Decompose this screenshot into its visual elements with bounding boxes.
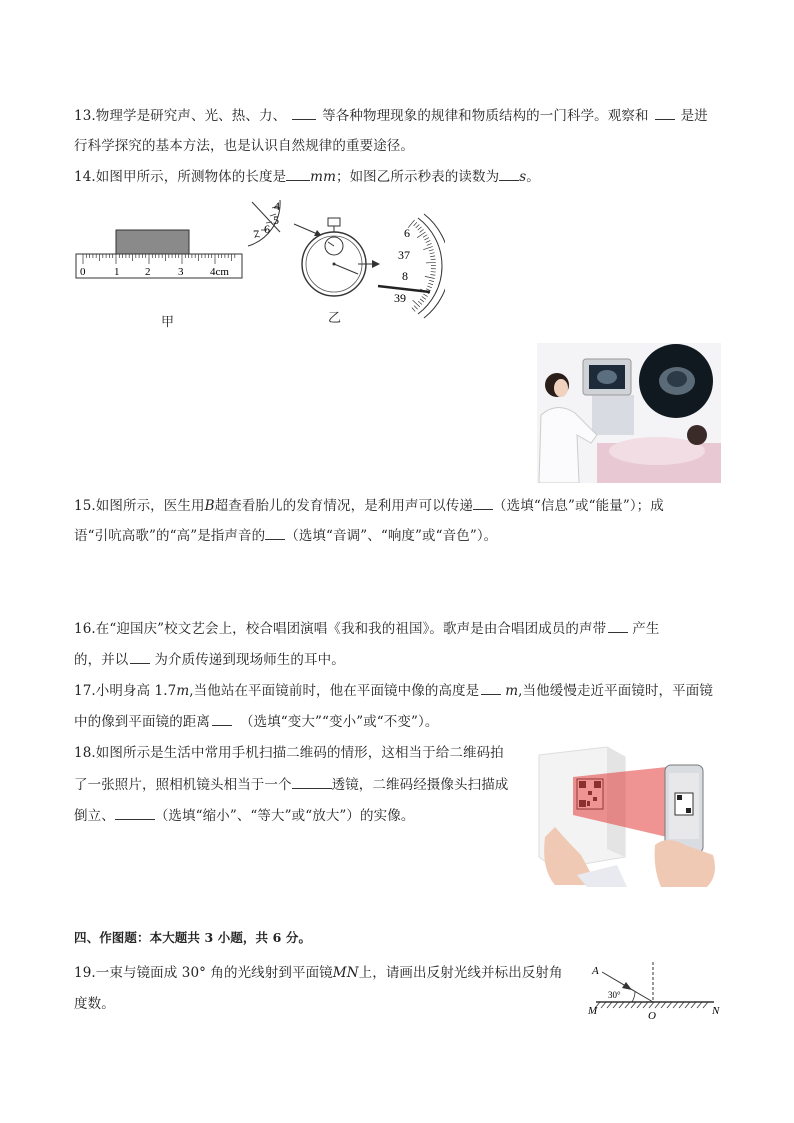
doctor-face — [554, 379, 568, 397]
q17-text-b: ,当他站在平面镜前时，他在平面镜中像的高度是 — [189, 683, 480, 699]
q17-text-c: ,当他缓慢走近平面镜时，平面镜 — [518, 683, 713, 699]
q15-text-b: B — [204, 498, 215, 514]
mirror-diagram — [586, 958, 726, 1022]
q16-blank-2[interactable] — [130, 651, 150, 664]
q17-unit-m2: m — [505, 683, 519, 699]
machine-base — [592, 395, 634, 435]
tick-mark — [420, 229, 424, 232]
q17-blank-2[interactable] — [212, 713, 232, 726]
tick-mark — [413, 300, 420, 307]
q15-blank-2[interactable] — [265, 527, 285, 540]
incident-arrowhead — [622, 982, 632, 990]
q18-text-a: 18.如图所示是生活中常用手机扫描二维码的情形，这相当于给二维码拍 — [74, 745, 504, 761]
label-yi: 乙 — [328, 311, 342, 326]
q15-line2 — [74, 524, 497, 544]
stopwatch-center — [333, 263, 336, 266]
tick-mark — [679, 1002, 684, 1008]
q18-text-b: 了一张照片，照相机镜头相当于一个 — [74, 777, 292, 793]
tick-mark — [430, 256, 435, 257]
tick-mark — [428, 283, 433, 285]
outer-dial-arc-1 — [418, 218, 442, 314]
q15-text-a: 15.如图所示，医生用 — [74, 498, 205, 514]
outer-label-6: 6 — [404, 226, 410, 240]
tick-mark — [418, 301, 422, 304]
ultrasound-photo — [537, 343, 721, 483]
tick-mark — [637, 1002, 642, 1008]
q14-line — [74, 165, 540, 185]
tick-mark — [423, 235, 427, 238]
q14-text-a: 14.如图甲所示，所测物体的长度是 — [74, 169, 287, 185]
ruler-figure — [74, 226, 246, 282]
q13-text-a: 13.物理学是研究声、光、热、力、 — [74, 108, 287, 124]
screen-image — [597, 370, 617, 384]
phone-qr-dot1 — [677, 795, 682, 800]
tick-mark — [430, 253, 435, 254]
qr-scan-photo — [537, 745, 719, 887]
tick-mark — [426, 262, 436, 263]
q18-line1 — [74, 741, 504, 761]
q15-blank-1[interactable] — [473, 497, 493, 510]
label-O: O — [648, 1010, 656, 1022]
tick-mark — [607, 1002, 612, 1008]
q18-blank-2[interactable] — [115, 807, 155, 820]
q17-text-d: 中的像到平面镜的距离 — [74, 714, 210, 730]
tick-mark — [414, 222, 417, 226]
outer-dial-ticks — [408, 220, 436, 311]
inner-label-6: 6 — [264, 222, 270, 236]
tick-mark — [673, 1002, 678, 1008]
section-score: 6 — [272, 930, 282, 945]
section-prefix: 四、作图题：本大题共 — [74, 930, 205, 945]
measured-object — [116, 230, 189, 254]
q16-blank-1[interactable] — [608, 620, 628, 633]
tick-mark — [424, 238, 428, 240]
label-jia: 甲 — [161, 315, 175, 330]
tick-mark — [414, 306, 417, 310]
q19-text-b: MN — [332, 965, 359, 981]
outer-arrowhead — [372, 260, 380, 268]
label-A: A — [592, 965, 599, 977]
scan-fetus-inner — [667, 371, 687, 387]
q17-text-e: （选填“变大”“变小”或“不变”）。 — [240, 714, 439, 730]
q16-text-b: 产生 — [632, 621, 660, 637]
q14-unit-mm: mm — [310, 169, 336, 185]
q14-text-c: 。 — [526, 169, 540, 185]
tick-mark — [431, 259, 436, 260]
q16-text-d: 为介质传递到现场师生的耳中。 — [154, 652, 345, 668]
q16-text-c: 的，并以 — [74, 652, 129, 668]
tick-mark — [418, 227, 422, 230]
tick-mark — [667, 1002, 672, 1008]
tick-mark — [430, 275, 435, 276]
q13-line1 — [74, 104, 708, 124]
tick-mark — [412, 308, 415, 312]
q18-text-e: （选填“缩小”、“等大”或“放大”）的实像。 — [154, 808, 415, 824]
q17-unit-m: m — [176, 683, 190, 699]
tick-mark — [426, 240, 431, 242]
ultrasound-drawing — [537, 343, 721, 483]
phone-qr-dot2 — [686, 808, 691, 813]
tick-mark — [649, 1002, 654, 1008]
tick-mark — [625, 1002, 630, 1008]
q15-text-e: 语“引吭高歌”的“高”是指声音的 — [74, 528, 266, 544]
q16-line2 — [74, 648, 345, 668]
q18-text-c: 透镜，二维码经摄像头扫描成 — [331, 777, 509, 793]
q15-text-c: 超查看胎儿的发育情况，是利用声可以传递 — [214, 498, 474, 514]
q18-text-d: 倒立、 — [74, 808, 115, 824]
q17-line2 — [74, 710, 438, 730]
q14-blank-time[interactable] — [499, 168, 519, 181]
stopwatch-button — [328, 218, 340, 226]
q13-blank-1[interactable] — [292, 107, 316, 120]
q19-text-c: 上，请画出反射光线并标出反射角 — [358, 965, 563, 981]
tick-mark — [697, 1002, 702, 1008]
tick-mark — [619, 1002, 624, 1008]
ruler-label-1: 1 — [114, 266, 120, 278]
tick-mark — [427, 243, 432, 245]
q13-blank-2[interactable] — [655, 107, 675, 120]
section-mid: 小题，共 — [213, 930, 273, 945]
tick-mark — [631, 1002, 636, 1008]
tick-mark — [423, 294, 427, 297]
mirror-hatching — [595, 1002, 708, 1008]
q15-text-d: （选填“信息”或“能量”）；成 — [493, 498, 664, 514]
q14-blank-length[interactable] — [286, 168, 310, 181]
stopwatch-figure — [240, 196, 445, 321]
q19-line1 — [74, 961, 563, 981]
outer-label-37: 37 — [398, 248, 410, 262]
ruler-label-3: 3 — [178, 266, 184, 278]
inner-label-5: 5 — [273, 213, 279, 227]
q17-text-a: 17.小明身高 1.7 — [74, 683, 177, 699]
q13-text-line2: 行科学探究的基本方法，也是认识自然规律的重要途径。 — [74, 138, 414, 154]
tick-mark — [431, 272, 436, 273]
tick-mark — [601, 1002, 606, 1008]
tick-mark — [643, 1002, 648, 1008]
right-hand — [655, 840, 715, 887]
doctor-body — [539, 407, 597, 483]
ruler-label-4: 4cm — [210, 266, 229, 278]
outer-label-39: 39 — [394, 291, 406, 305]
label-N: N — [712, 1005, 720, 1017]
outer-label-8: 8 — [402, 269, 408, 283]
q18-line3 — [74, 804, 414, 824]
q13-text-b: 等各种物理现象的规律和物质结构的一门科学。观察和 — [322, 108, 649, 124]
q16-text-a: 16.在“迎国庆”校文艺会上，校合唱团演唱《我和我的祖国》。歌声是由合唱团成员的声带 — [74, 621, 607, 637]
ruler-label-2: 2 — [145, 266, 151, 278]
q19-text-a: 19.一束与镜面成 30° 角的光线射到平面镜 — [74, 965, 333, 981]
tick-mark — [416, 224, 420, 227]
tick-mark — [691, 1002, 696, 1008]
tick-mark — [422, 297, 426, 300]
section-heading — [74, 928, 311, 946]
q18-line2 — [74, 773, 508, 793]
tick-mark — [420, 299, 424, 302]
tick-mark — [661, 1002, 666, 1008]
tick-mark — [423, 246, 432, 249]
inner-label-4: 4 — [274, 199, 280, 213]
q13-line2 — [74, 134, 414, 154]
q19-line2 — [74, 992, 115, 1012]
q15-line1 — [74, 494, 664, 514]
section-count: 3 — [204, 930, 214, 945]
q14-unit-s: s — [519, 169, 527, 185]
angle-arc — [632, 992, 635, 1002]
q17-line1 — [74, 679, 713, 699]
q15-text-f: （选填“音调”、“响度”或“音色”）。 — [285, 528, 498, 544]
q19-text-d: 度数。 — [74, 996, 115, 1012]
tick-mark — [427, 286, 432, 288]
qr-scan-drawing — [537, 745, 719, 887]
section-suffix: 分。 — [281, 930, 312, 945]
label-M: M — [588, 1005, 598, 1017]
q16-line1 — [74, 617, 659, 637]
q18-blank-1[interactable] — [292, 776, 332, 789]
label-30deg: 30° — [608, 990, 621, 1000]
patient-head — [687, 425, 707, 445]
q17-blank-1[interactable] — [481, 682, 501, 695]
tick-mark — [429, 280, 434, 281]
ruler-label-0: 0 — [80, 266, 86, 278]
tick-mark — [685, 1002, 690, 1008]
tick-mark — [429, 250, 434, 251]
inner-label-7: 7 — [253, 227, 259, 241]
tick-mark — [613, 1002, 618, 1008]
tick-mark — [655, 1002, 660, 1008]
q14-text-b: ；如图乙所示秒表的读数为 — [335, 169, 500, 185]
tick-mark — [703, 1002, 708, 1008]
q13-text-c: 是进 — [680, 108, 708, 124]
tick-mark — [425, 276, 435, 278]
